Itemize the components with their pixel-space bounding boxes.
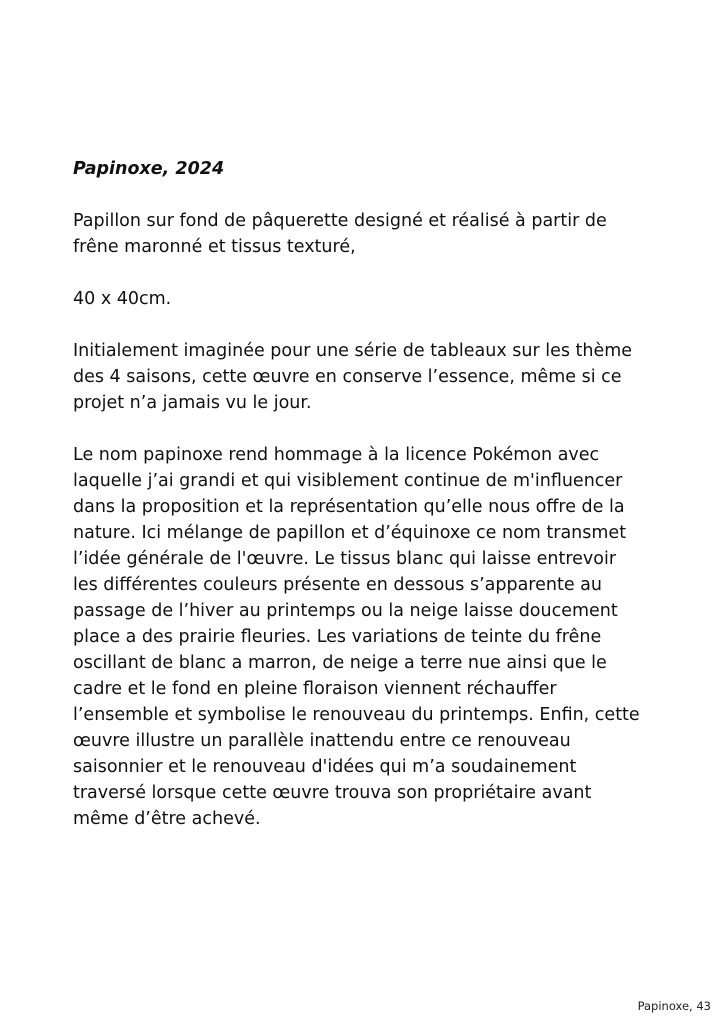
document-body: [73, 156, 663, 858]
artwork-title: Papinoxe, 2024: [73, 159, 225, 179]
description-paragraph: Papillon sur fond de pâquerette designé et réalisé à partir de frêne maronné et tissus texturé,: [73, 211, 607, 257]
origin-paragraph: Initialement imaginée pour une série de tableaux sur les thème des 4 saisons, cette œuvre en conserve l’essence, même si ce projet n’a jamais vu le jour.: [73, 341, 633, 413]
meaning-paragraph: Le nom papinoxe rend hommage à la licence Pokémon avec laquelle j’ai grandi et qui visiblement continue de m'influencer dans la proposition et la représentation qu’elle nous offre de la nature. Ici mélange de papillon et d’équinoxe ce nom transmet l’idée générale de l'œuvre. Le tissus blanc qui laisse entrevoir les différentes couleurs présente en dessous s’apparente au passage de l’hiver au printemps ou la neige laisse doucement place a des prairie fleuries. Les variations de teinte du frêne oscillant de blanc a marron, de neige a terre nue ainsi que le cadre et le fond en pleine floraison viennent réchauffer l’ensemble et symbolise le renouveau du printemps. Enfin, cette œuvre illustre un parallèle inattendu entre ce renouveau saisonnier et le renouveau d'idées qui m’a soudainement traversé lorsque cette œuvre trouva son propriétaire avant même d’être achevé.: [73, 445, 640, 829]
page-footer: Papinoxe, 43: [637, 999, 711, 1013]
dimensions-paragraph: 40 x 40cm.: [73, 289, 172, 309]
